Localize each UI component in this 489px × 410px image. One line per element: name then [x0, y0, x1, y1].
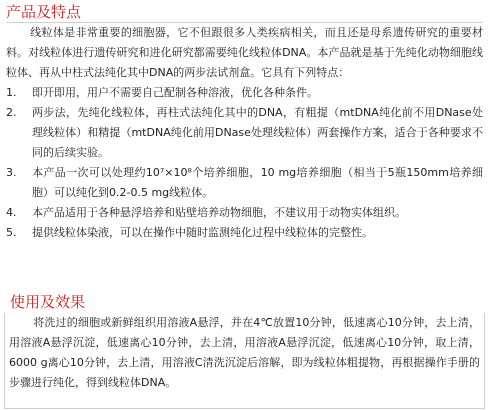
feature-item-4	[6, 203, 483, 223]
features-intro: 线粒体是非常重要的细胞器，它不但跟很多人类疾病相关，而且还是母系遗传研究的重要材料。对线粒体进行遗传研究和进化研究都需要纯化线粒体DNA。本产品就是基于先纯化动物细胞线粒体、再从中柱式法纯化其中DNA的两步法试剂盒。它具有下列特点：	[6, 26, 483, 79]
feature-item-5	[6, 223, 483, 243]
usage-box	[4, 313, 485, 409]
feature-text: 两步法，先纯化线粒体，再柱式法纯化其中的DNA，有粗提（mtDNA纯化前不用DNase处理线粒体）和精提（mtDNA纯化前用DNase处理线粒体）两套操作方案，适合于各种要求不同的后续实验。	[32, 106, 483, 159]
usage-text: 将洗过的细胞或新鲜组织用溶液A悬浮，并在4℃放置10分钟，低速离心10分钟，去上清，用溶液A悬浮沉淀，低速离心10分钟，去上清，用溶液A悬浮沉淀，低速离心10分钟，取上清，6000 g离心10分钟，去上清，用溶液C清洗沉淀后溶解，即为线粒体粗提物，再根据操作手册的步骤进行纯化，得到线粒体DNA。	[9, 316, 480, 389]
feature-text: 提供线粒体染液，可以在操作中随时监测纯化过程中线粒体的完整性。	[32, 226, 373, 239]
feature-item-2	[6, 103, 483, 163]
feature-text: 本产品适用于各种悬浮培养和贴壁培养动物细胞，不建议用于动物实体组织。	[32, 206, 406, 219]
usage-heading-wrap	[10, 293, 85, 311]
feature-item-3	[6, 163, 483, 203]
features-box	[6, 22, 483, 287]
feature-number: 3.	[6, 166, 17, 179]
feature-number: 4.	[6, 206, 17, 219]
features-list	[6, 83, 483, 243]
feature-item-1	[6, 83, 483, 103]
feature-text: 本产品一次可以处理约10⁷×10⁸个培养细胞，10 mg培养细胞（相当于5瓶150mm培养细胞）可以纯化到0.2-0.5 mg线粒体。	[32, 166, 483, 199]
feature-number: 2.	[6, 106, 17, 119]
feature-number: 5.	[6, 226, 17, 239]
features-heading: 产品及特点	[6, 3, 82, 21]
usage-heading: 使用及效果	[10, 293, 86, 311]
feature-text: 即开即用，用户不需要自己配制各种溶液，优化各种条件。	[32, 86, 318, 99]
feature-number: 1.	[6, 86, 17, 99]
